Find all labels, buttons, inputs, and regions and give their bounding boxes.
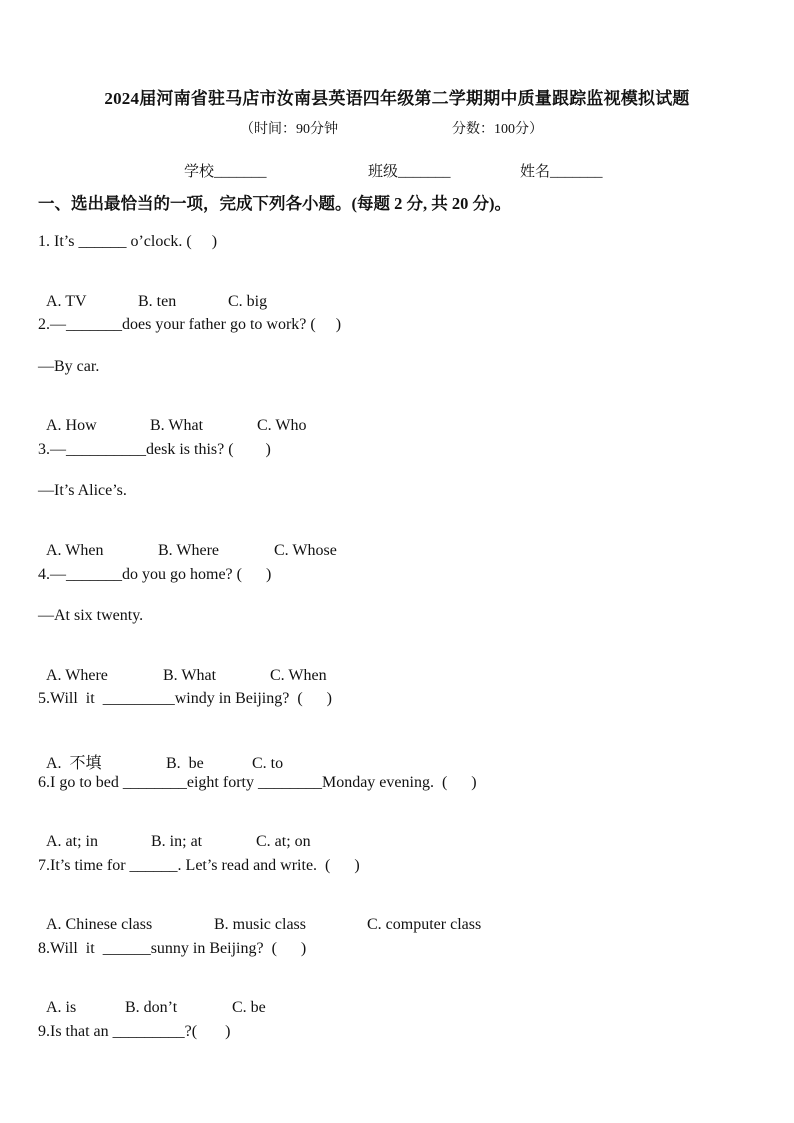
question-6-options — [38, 815, 311, 851]
section-heading: 一、选出最恰当的一项，完成下列各小题。(每题 2 分, 共 20 分)。 — [38, 194, 511, 213]
exam-time: （时间：90分钟 — [240, 122, 338, 137]
option-b: B. in; at — [151, 833, 203, 850]
option-a: A. 不填 — [46, 755, 102, 772]
option-a: A. How — [46, 417, 97, 434]
option-c: C. at; on — [256, 833, 311, 850]
question-6-stem: 6.I go to bed ________eight forty ________Monday evening. ( ) — [38, 774, 477, 791]
option-b: B. Where — [158, 542, 220, 559]
question-4-answer: —At six twenty. — [38, 607, 144, 624]
exam-title: 2024届河南省驻马店市汝南县英语四年级第二学期期中质量跟踪监视模拟试题 — [104, 89, 690, 108]
question-1-options — [38, 275, 267, 311]
option-b: B. ten — [138, 293, 177, 310]
option-c: C. computer class — [367, 916, 482, 933]
question-7-stem: 7.It’s time for ______. Let’s read and write. ( ) — [38, 857, 360, 874]
question-3-options — [38, 524, 337, 560]
exam-score: 分数：100分） — [452, 122, 543, 137]
option-b: B. What — [150, 417, 204, 434]
option-c: C. Whose — [274, 542, 337, 559]
question-1-stem: 1. It’s ______ o’clock. ( ) — [38, 233, 218, 250]
option-b: B. don’t — [125, 999, 178, 1016]
question-3-answer: —It’s Alice’s. — [38, 482, 127, 499]
question-2-options — [38, 399, 306, 435]
question-9-stem: 9.Is that an _________?( ) — [38, 1023, 231, 1040]
option-b: B. be — [166, 755, 204, 772]
option-a: A. is — [46, 999, 77, 1016]
option-c: C. be — [232, 999, 266, 1016]
question-5-stem: 5.Will it _________windy in Beijing? ( ) — [38, 690, 332, 707]
option-b: B. music class — [214, 916, 306, 933]
name-field: 姓名_______ — [520, 164, 603, 180]
question-8-options — [38, 981, 266, 1017]
question-2-stem: 2.—_______does your father go to work? ( ) — [38, 316, 342, 333]
question-4-options — [38, 649, 327, 685]
option-a: A. at; in — [46, 833, 98, 850]
class-field: 班级_______ — [368, 164, 451, 180]
option-c: C. Who — [257, 417, 307, 434]
school-field: 学校_______ — [184, 164, 267, 180]
option-c: C. big — [228, 293, 268, 310]
question-4-stem: 4.—_______do you go home? ( ) — [38, 566, 272, 583]
option-a: A. Chinese class — [46, 916, 153, 933]
question-3-stem: 3.—__________desk is this? ( ) — [38, 441, 271, 458]
question-2-answer: —By car. — [38, 358, 100, 375]
option-c: C. to — [252, 755, 284, 772]
option-c: C. When — [270, 667, 327, 684]
option-a: A. Where — [46, 667, 108, 684]
question-8-stem: 8.Will it ______sunny in Beijing? ( ) — [38, 940, 307, 957]
question-7-options — [38, 898, 481, 934]
question-5-options — [38, 732, 283, 773]
option-b: B. What — [163, 667, 217, 684]
option-a: A. TV — [46, 293, 87, 310]
option-a: A. When — [46, 542, 104, 559]
